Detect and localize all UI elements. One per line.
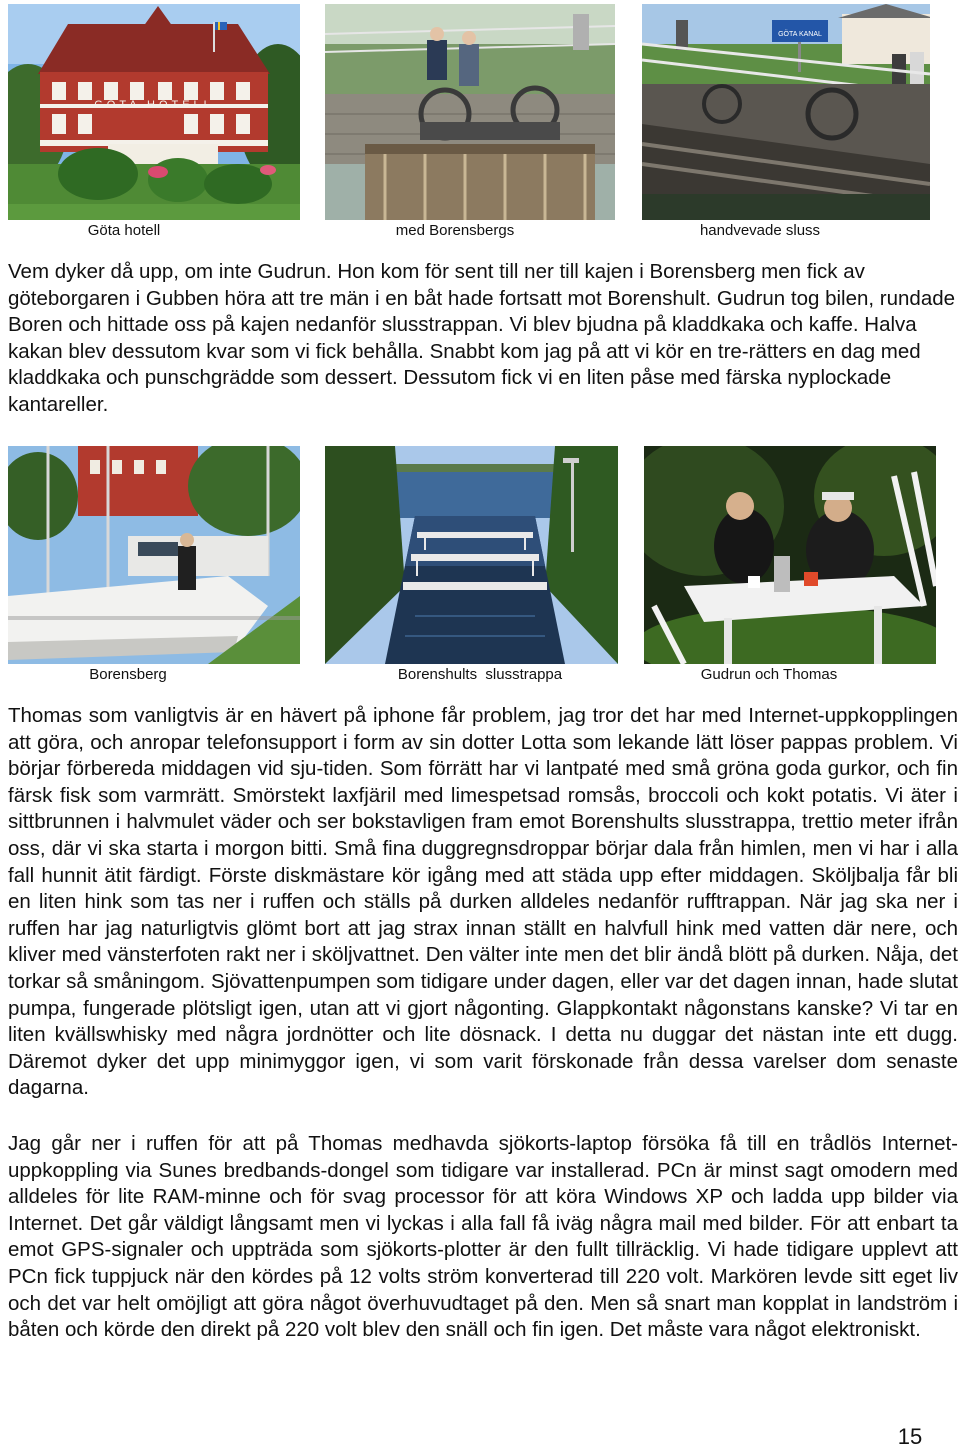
photo-borensberg [8,446,300,664]
caption-borenshults-slusstrappa: Borenshults slusstrappa [397,666,563,683]
caption-med-borensbergs: med Borensbergs [395,222,515,239]
hotel-sign [94,99,214,111]
paragraph-evening-dinner: Thomas som vanligtvis är en hävert på iphone får problem, jag tror det har med Internet-uppkopplingen att göra, och anropar telefonsupport i form av sin dotter Lotta som lekande lätt löser pappas problem. Vi börjar förbereda middagen vid sju-tiden. Som förrätt har vi lantpaté med små gröna goda gurkor, och fin färsk fisk som varmrätt. Smörstekt laxfjäril med limespetsad romsås, broccoli och kokt potatis. Vi äter i sittbrunnen i halvmulet väder och ser bokstavligen fram emot Borenshults slusstrappa, trettio meter ifrån oss, där vi ska starta i morgon bitti. Små fina duggregnsdroppar börjar dala från himlen, men vi har i alla fall hunnit ätit färdigt. Förste diskmästare kör igång med att städa upp efter middagen. Sköljbalja får bli en liten hink som tas ner i ruffen och ställs på durken alldeles nedanför rufftrappan. När jag ska ner i ruffen har jag naturligtvis glömt bort att jag strax innan ställt en halvfull hink med vatten där nere, och kliver med vänsterfoten rakt ner i sköljvattnet. Den välter inte men det blir ändå blött på durken. Nåja, det torkar så småningom. Sjövattenpumpen som tidigare under dagen, eller var det dagen innan, hade slutat pumpa, fungerade plötsligt igen, utan att vi gjort någonting. Glappkontakt någonstans kanske? Vi tar en liten kvällswhisky med några jordnötter och lite dösnack. I detta nu duggar det nästan inte ett dugg. Däremot dyker det upp minimyggor igen, vi som varit förskonade från dessa varelser dom senaste dagarna. [8,704,958,1100]
road-sign-text: GÖTA KANAL [778,31,822,38]
page-number: 15 [897,1424,923,1449]
photo-handvevade-sluss [642,4,930,220]
photo-borenshults-slusstrappa [325,446,618,664]
caption-gota-hotell: Göta hotell [87,222,161,239]
paragraph-laptop-internet: Jag går ner i ruffen för att på Thomas medhavda sjökorts-laptop försöka få till en trådlös Internet-uppkoppling via Sunes bredbands-dongel som tidigare var installerad. PCn är minst sagt omodern med alldeles för lite RAM-minne och för svag processor för att köra Windows XP och ladda upp bilder via Internet. Det går väldigt långsamt men vi lyckas i alla fall få iväg några mail med bilder. För att enbart ta emot GPS-signaler och uppträda som sjökorts-plotter är den fullt tillräcklig. Vi hade tidigare upplevt att PCn fick tuppjuck när den kördes på 12 volts ström konverterad till 220 volt. Markören levde sitt eget liv och det var helt omöjligt att göra något överhuvudtaget på den. Men så snart man kopplat in landström i båten och körde den direkt på 220 volt blev den snäll och fin igen. Det måste vara något elektroniskt. [8,1132,958,1342]
caption-handvevade-sluss: handvevade sluss [699,222,821,239]
top-photo-row [0,4,960,224]
photo-gudrun-och-thomas [644,446,936,664]
photo-gota-hotell [8,4,300,220]
bottom-caption-row [0,666,960,688]
photo-borensbergs-lock [325,4,615,220]
caption-gudrun-och-thomas: Gudrun och Thomas [700,666,838,683]
hotel-sign-text: GÖTA HOTELL [94,99,214,111]
paragraph-gudrun-visit: Vem dyker då upp, om inte Gudrun. Hon kom för sent till ner till kajen i Borensberg men fick av göteborgaren i Gubben höra att tre män i en båt hade fortsatt mot Borenshult. Gudrun tog bilen, rundade Boren och hittade oss på kajen nedanför slusstrappan. Vi blev bjudna på kladdkaka och kaffe. Halva kakan blev dessutom kvar som vi fick behålla. Snabbt kom jag på att vi kör en tre-rätters en dag med kladdkaka och punschgrädde som dessert. Dessutom fick vi en liten påse med färska nyplockade kantareller. [8,260,956,416]
bottom-photo-row [0,446,960,666]
top-caption-row [0,222,960,244]
caption-borensberg: Borensberg [89,666,167,683]
